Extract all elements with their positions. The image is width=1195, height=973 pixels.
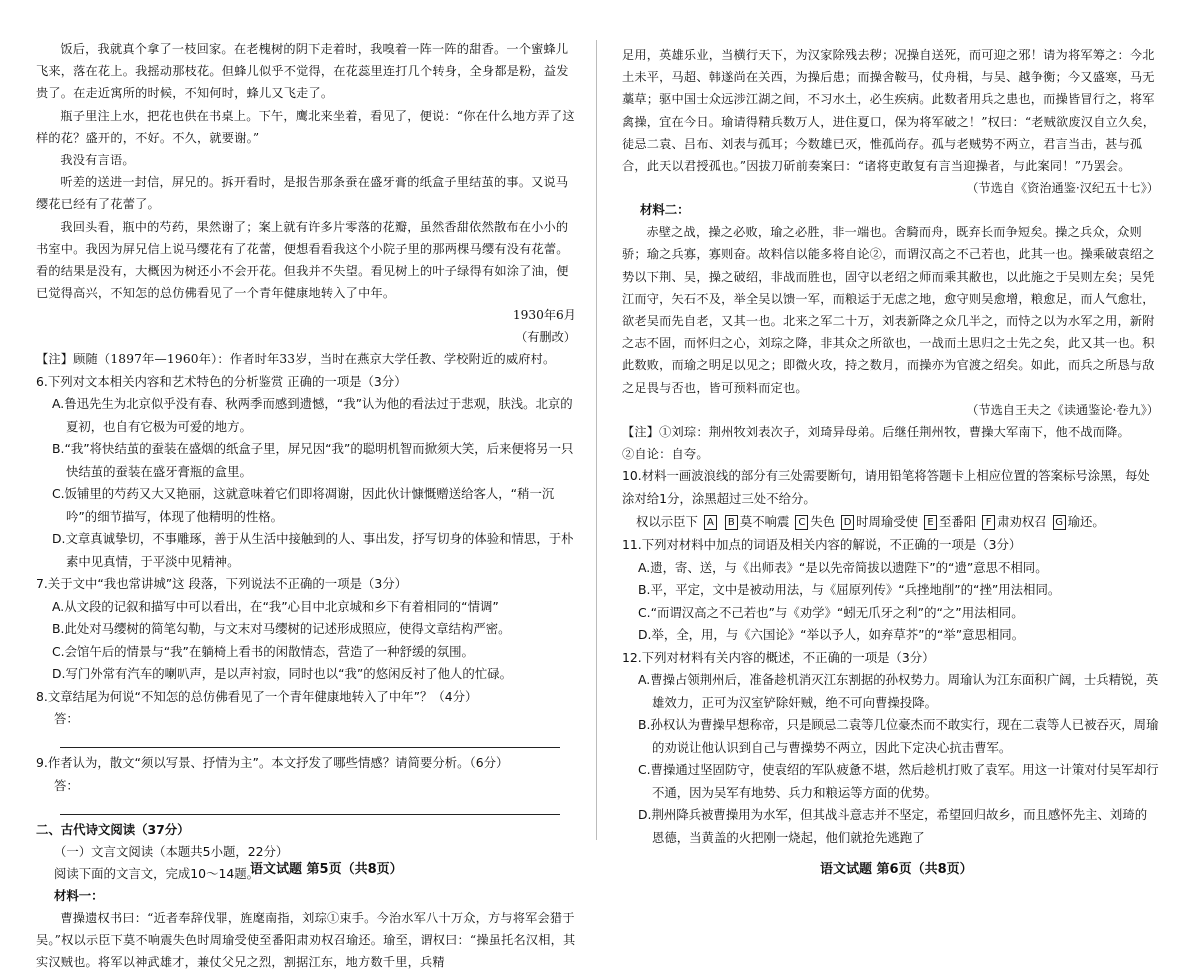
question-9: 9.作者认为，散文“须以写景、抒情为主”。本文抒发了哪些情感？请简要分析。（6分） bbox=[36, 755, 509, 771]
answer-box-g[interactable]: G bbox=[1053, 515, 1066, 530]
q10-segment-text: 失色 bbox=[810, 514, 836, 530]
q10-line-prefix: 权以示臣下 bbox=[636, 514, 698, 530]
q12-option-a: A.曹操占领荆州后，准备趁机消灭江东割据的孙权势力。周瑜认为江东面积广阔，士兵精锐，英雄效力，正可为汉室铲除奸贼，绝不可向曹操投降。 bbox=[638, 672, 1159, 710]
material-2-source: （节选自王夫之《读通鉴论·卷九》） bbox=[966, 402, 1159, 417]
q11-option-c: C.“而谓汉高之不己若也”与《劝学》“蚓无爪牙之利”的“之”用法相同。 bbox=[638, 604, 1024, 620]
question-12: 12.下列对材料有关内容的概述，不正确的一项是（3分） bbox=[622, 649, 935, 665]
q12-option-c: C.曹操通过坚固防守，使袁绍的军队疲惫不堪，然后趁机打败了袁军。用这一计策对付吴军却行不通，因为吴军有地势、兵力和粮运等方面的优势。 bbox=[638, 762, 1159, 800]
footnote-2: ②自论：自夸。 bbox=[622, 447, 709, 462]
question-6: 6.下列对文本相关内容和艺术特色的分析鉴赏 正确的一项是（3分） bbox=[36, 373, 407, 389]
q12-option-b: B.孙权认为曹操早想称帝，只是顾忌二袁等几位豪杰而不敢实行，现在二袁等人已被吞灭，周瑜的劝说让他认识到自己与曹操势不两立，因此下定决心抗击曹军。 bbox=[638, 717, 1159, 755]
q10-segment-text: 肃劝权召 bbox=[997, 514, 1047, 530]
q11-option-a: A.遗，寄、送，与《出师表》“是以先帝简拔以遗陛下”的“遗”意思不相同。 bbox=[638, 559, 1048, 575]
story-paragraph-2: 瓶子里注上水，把花也供在书桌上。下午，鹰北来坐着，看见了，便说：“你在什么地方弄了这样的花？盛开的，不好。不久，就要谢。” bbox=[36, 108, 575, 145]
answer-box-f[interactable]: F bbox=[982, 515, 995, 530]
story-date: 1930年6月 bbox=[512, 308, 576, 323]
story-paragraph-3: 我没有言语。 bbox=[60, 153, 135, 168]
answer-underline bbox=[60, 735, 560, 748]
q7-option-a: A.从文段的记叙和描写中可以看出，在“我”心目中北京城和乡下有着相同的“情调” bbox=[52, 598, 499, 614]
answer-label: 答： bbox=[54, 777, 79, 793]
answer-label: 答： bbox=[54, 711, 79, 727]
section-2-heading: 二、古代诗文阅读（37分） bbox=[36, 821, 190, 837]
q8-answer-line[interactable] bbox=[36, 708, 576, 752]
left-page bbox=[0, 0, 598, 970]
story-edited-note: （有删改） bbox=[515, 330, 576, 345]
story-paragraph-4: 听差的送进一封信，屏兄的。拆开看时，是报告那条蚕在盛牙膏的纸盒子里结茧的事。又说马缨花已经有了花蕾了。 bbox=[36, 175, 569, 212]
q10-segment-text: 瑜还。 bbox=[1067, 514, 1105, 530]
material-1-source: （节选自《资治通鉴·汉纪五十七》） bbox=[966, 181, 1159, 196]
q12-option-d: D.荆州降兵被曹操用为水军，但其战斗意志并不坚定，希望回归故乡，而且感怀先主、刘琦的恩德，当黄盖的火把刚一烧起，他们就抢先逃跑了 bbox=[638, 807, 1148, 845]
material-1-text: 曹操遗权书曰：“近者奉辞伐罪，旌麾南指，刘琮①束手。今治水军八十万众，方与将军会猎于吴。”权以示臣下莫不响震失色时周瑜受使至番阳肃劝权召瑜还。瑜至，谓权曰：“操虽托名汉相，其实汉贼也。将军以神武雄才，兼仗父兄之烈，割据江东，地方数千里，兵精 bbox=[36, 910, 576, 970]
story-paragraph-5: 我回头看，瓶中的芍药，果然谢了；案上就有许多片零落的花瓣，虽然香甜依然散布在小小的书室中。我因为屏兄信上说马缨花有了花蕾，便想看看我这个小院子里的那两棵马缨有没有花蕾。看的结果是没有，大概因为树还小不会开花。但我并不失望。看见树上的叶子绿得有如涂了油，便已觉得高兴，不知怎的总仿佛看见了一个青年健康地转入了中年。 bbox=[36, 219, 569, 301]
q10-segment-text: 至番阳 bbox=[939, 514, 977, 530]
answer-box-b[interactable]: B bbox=[725, 515, 738, 530]
q10-segment-text: 时周瑜受使 bbox=[856, 514, 919, 530]
q6-option-a: A.鲁迅先生为北京似乎没有春、秋两季而感到遗憾，“我”认为他的看法过于悲观，肤浅。北京的夏初，也自有它极为可爱的地方。 bbox=[52, 396, 573, 434]
q10-segment-text: 莫不响震 bbox=[739, 514, 790, 530]
material-1-label: 材料一： bbox=[54, 887, 104, 903]
q6-option-b: B.“我”将快结茧的蚕装在盛烟的纸盒子里，屏兄因“我”的聪明机智而掀须大笑，后来便将另一只快结茧的蚕装在盛牙膏瓶的盒里。 bbox=[52, 441, 574, 479]
q11-option-b: B.平，平定，文中是被动用法，与《屈原列传》“兵挫地削”的“挫”用法相同。 bbox=[638, 582, 1061, 598]
question-10: 10.材料一画波浪线的部分有三处需要断句，请用铅笔将答题卡上相应位置的答案标号涂黑，每处涂对给1分，涂黑超过三处不给分。 bbox=[622, 468, 1150, 506]
q7-option-c: C.会馆午后的情景与“我”在躺椅上看书的闲散情态，营造了一种舒缓的氛围。 bbox=[52, 643, 474, 659]
section-2-instruction: 阅读下面的文言文，完成10～14题。 bbox=[54, 865, 260, 881]
page-footer-right: 语文试题 第6页（共8页） bbox=[820, 862, 973, 877]
q10-segment-line bbox=[622, 510, 1159, 534]
footnote-1: 【注】①刘琮：荆州牧刘表次子，刘琦异母弟。后继任荆州牧，曹操大军南下，他不战而降。 bbox=[622, 424, 1130, 439]
q6-option-d: D.文章真诚挚切，不事雕琢，善于从生活中接触到的人、事出发，抒写切身的体验和情思，于朴素中见真情，于平淡中见精神。 bbox=[52, 531, 574, 569]
answer-box-a[interactable]: A bbox=[704, 515, 717, 530]
answer-box-e[interactable]: E bbox=[924, 515, 937, 530]
material-2-label: 材料二： bbox=[640, 202, 690, 218]
material-1-continued: 足用，英雄乐业，当横行天下，为汉家除残去秽；况操自送死，而可迎之邪！请为将军筹之：今北土未平，马超、韩遂尚在关西，为操后患；而操舍鞍马，仗舟楫，与吴、越争衡；今又盛寒，马无藁草；驱中国士众远涉江湖之间，不习水土，必生疾病。此数者用兵之患也，而操皆冒行之，将军禽操，宜在今日。瑜请得精兵数万人，进住夏口，保为将军破之！”权曰：“老贼欲废汉自立久矣，徒忌二袁、吕布、刘表与孤耳；今数雄已灭，惟孤尚存。孤与老贼势不两立，君言当击，甚与孤合，此天以君授孤也。”因拔刀斫前奏案曰：“诸将吏敢复有言当迎操者，与此案同！”乃罢会。 bbox=[622, 48, 1156, 174]
q7-option-b: B.此处对马缨树的简笔勾勒，与文末对马缨树的记述形成照应，使得文章结构严密。 bbox=[52, 621, 511, 637]
answer-box-d[interactable]: D bbox=[841, 515, 854, 530]
page-footer-left: 语文试题 第5页（共8页） bbox=[250, 862, 403, 877]
right-page bbox=[598, 0, 1195, 900]
question-8: 8.文章结尾为何说“不知怎的总仿佛看见了一个青年健康地转入了中年”？（4分） bbox=[36, 688, 478, 704]
question-11: 11.下列对材料中加点的词语及相关内容的解说，不正确的一项是（3分） bbox=[622, 537, 1022, 553]
q7-option-d: D.写门外常有汽车的喇叭声，是以声衬寂，同时也以“我”的悠闲反衬了他人的忙碌。 bbox=[52, 666, 512, 682]
section-2-sub-heading: （一）文言文阅读（本题共5小题，22分） bbox=[54, 843, 289, 859]
q11-option-d: D.举，全，用，与《六国论》“举以予人，如弃草芥”的“举”意思相同。 bbox=[638, 627, 1025, 643]
q6-option-c: C.饭铺里的芍药又大又艳丽，这就意味着它们即将凋谢，因此伙计慷慨赠送给客人，“稍一沉吟”的细节描写，体现了他精明的性格。 bbox=[52, 486, 555, 524]
story-paragraph-1: 饭后，我就真个拿了一枝回家。在老槐树的阴下走着时，我嗅着一阵一阵的甜香。一个蜜蜂儿飞来，落在花上。我摇动那枝花。但蜂儿似乎不觉得，在花蕊里连打几个转身，全身都是粉，益发贵了。在走近寓所的时候，不知何时，蜂儿又飞走了。 bbox=[36, 42, 569, 101]
answer-box-c[interactable]: C bbox=[795, 515, 808, 530]
author-note: 【注】顾随（1897年—1960年）：作者时年33岁，当时在燕京大学任教、学校附近的威府村。 bbox=[36, 352, 556, 367]
q9-answer-line[interactable] bbox=[36, 775, 576, 819]
answer-underline bbox=[60, 802, 560, 815]
question-7: 7.关于文中“我也常讲城”这 段落，下列说法不正确的一项是（3分） bbox=[36, 576, 408, 592]
material-2-text: 赤壁之战，操之必败，瑜之必胜，非一端也。舍騎而舟，既弃长而争短矣。操之兵众，众则骄；瑜之兵寡，寡则奋。故料信以能多将自论②，而谓汉高之不己若也，此其一也。操乘破袁绍之势以下荆、吴，操之破绍，非战而胜也，固守以老绍之师而乘其敝也，以此施之于吴则左矣；吴凭江而守，矢石不及，举全吴以馈一军，而粮运于无虑之地，愈守则吴愈增，粮愈足，而人气愈壮，欲老吴而先自老，又其一也。北来之军二十万，刘表新降之众几半之，而恃之以为水军之用，新附之志不固，而怀归之心，刘琮之降，非其众之所欲也，一战而土思归之士先之矣，此又其一也。积此数败，而瑜之明足以见之；即微火攻，持之数月，而操亦为官渡之绍矣。如此，而兵之所恳与敌之足畏与否也，皆可预料而定也。 bbox=[622, 225, 1155, 395]
